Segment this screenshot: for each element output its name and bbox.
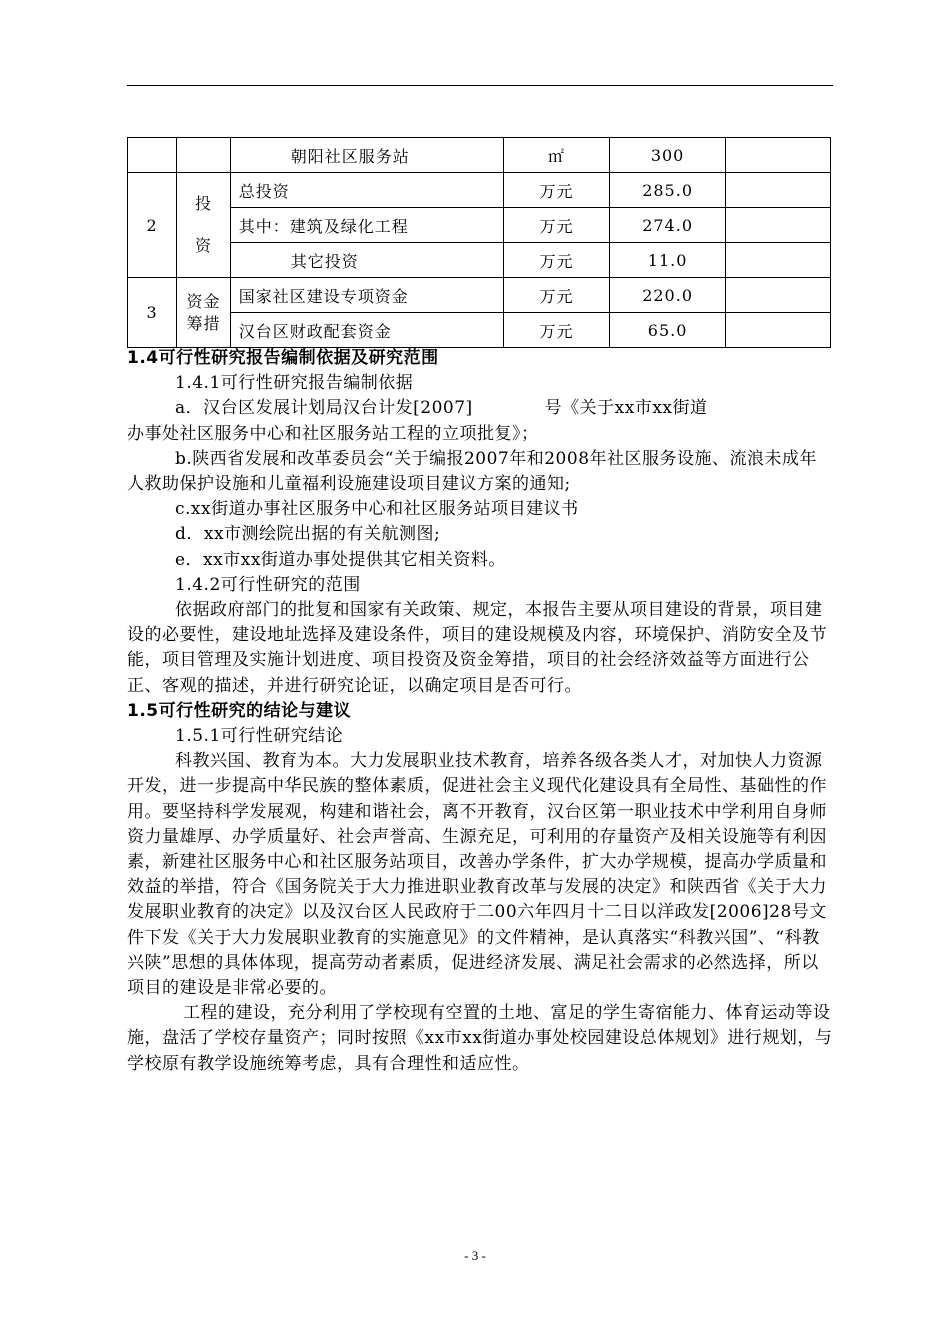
row-number: 2	[128, 173, 177, 278]
subsection-heading: 1.5.1可行性研究结论	[175, 726, 344, 747]
row-category: 资金 筹措	[177, 278, 230, 348]
basis-item-a-cont: 办事处社区服务中心和社区服务站工程的立项批复》；	[127, 423, 539, 444]
basis-item-e: e．xx市xx街道办事处提供其它相关资料。	[175, 549, 506, 570]
row-category: 投 资	[177, 173, 230, 278]
table-row	[128, 278, 831, 313]
item-value: 300	[610, 138, 726, 173]
item-value: 274.0	[610, 208, 726, 243]
header-rule	[127, 85, 833, 86]
item-unit: ㎡	[503, 138, 609, 173]
basis-item-b: b.陕西省发展和改革委员会“关于编报2007年和2008年社区服务设施、流浪未成年人救助保护设施和儿童福利设施建设项目建议方案的通知;	[127, 448, 818, 495]
table-row	[128, 173, 831, 208]
table-row	[128, 243, 831, 278]
item-value: 65.0	[610, 313, 726, 348]
subsection-heading: 1.4.1可行性研究报告编制依据	[175, 373, 414, 394]
item-unit: 万元	[503, 173, 609, 208]
item-name: 其它投资	[230, 243, 503, 278]
item-unit: 万元	[503, 313, 609, 348]
section-heading-1-5: 1.5可行性研究的结论与建议	[127, 700, 352, 721]
item-value: 285.0	[610, 173, 726, 208]
subsection-heading: 1.4.2可行性研究的范围	[175, 574, 361, 595]
item-unit: 万元	[503, 208, 609, 243]
item-name: 其中：建筑及绿化工程	[230, 208, 503, 243]
row-number: 3	[128, 278, 177, 348]
table-row	[128, 138, 831, 173]
paragraph: 依据政府部门的批复和国家有关政策、规定，本报告主要从项目建设的背景，项目建设的必要性，建设地址选择及建设条件，项目的建设规模及内容，环境保护、消防安全及节能，项目管理及实施计划进度、项目投资及资金筹措，项目的社会经济效益等方面进行公正、客观的描述，并进行研究论证，以确定项目是否可行。	[127, 600, 827, 696]
page-number: - 3 -	[464, 1248, 486, 1263]
basis-item-d: d．xx市测绘院出据的有关航测图;	[175, 524, 441, 545]
table-row	[128, 313, 831, 348]
item-name: 总投资	[230, 173, 503, 208]
project-table	[127, 137, 831, 348]
item-name: 汉台区财政配套资金	[230, 313, 503, 348]
document-body	[127, 346, 833, 1077]
item-name: 朝阳社区服务站	[230, 138, 503, 173]
item-name: 国家社区建设专项资金	[230, 278, 503, 313]
item-unit: 万元	[503, 278, 609, 313]
basis-item-c: c.xx街道办事社区服务中心和社区服务站项目建议书	[175, 499, 579, 520]
item-value: 11.0	[610, 243, 726, 278]
paragraph: 工程的建设，充分利用了学校现有空置的土地、富足的学生寄宿能力、体育运动等设施，盘活了学校存量资产；同时按照《xx市xx街道办事处校园建设总体规划》进行规划，与学校原有教学设施统筹考虑，具有合理性和适应性。	[127, 1003, 833, 1074]
paragraph: 科教兴国、教育为本。大力发展职业技术教育，培养各级各类人才，对加快人力资源开发，进一步提高中华民族的整体素质，促进社会主义现代化建设具有全局性、基础性的作用。要坚持科学发展观，构建和谐社会，离不开教育，汉台区第一职业技术中学利用自身师资力量雄厚、办学质量好、社会声誉高、生源充足，可利用的存量资产及相关设施等有利因素，新建社区服务中心和社区服务站项目，改善办学条件，扩大办学规模，提高办学质量和效益的举措，符合《国务院关于大力推进职业教育改革与发展的决定》和陕西省《关于大力发展职业教育的决定》以及汉台区人民政府于二00六年四月十二日以洋政发[2006]28号文件下发《关于大力发展职业教育的实施意见》的文件精神，是认真落实“科教兴国”、“科教兴陕”思想的具体体现，提高劳动者素质，促进经济发展、满足社会需求的必然选择，所以项目的建设是非常必要的。	[127, 751, 827, 999]
table-row	[128, 208, 831, 243]
basis-item-a: a．汉台区发展计划局汉台计发[2007] 号《关于xx市xx街道	[175, 398, 708, 419]
section-heading-1-4: 1.4可行性研究报告编制依据及研究范围	[127, 348, 439, 368]
item-unit: 万元	[503, 243, 609, 278]
item-value: 220.0	[610, 278, 726, 313]
